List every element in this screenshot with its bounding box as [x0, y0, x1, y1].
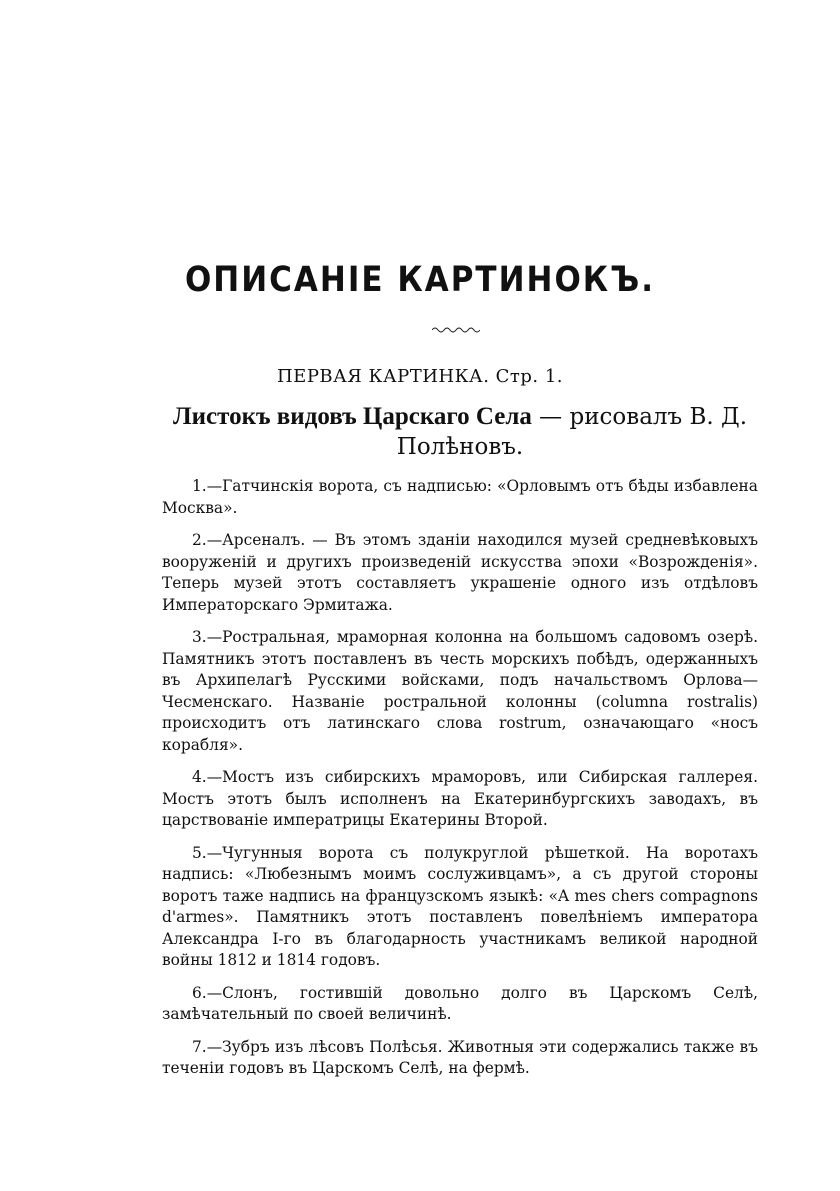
item-text: —Арсеналъ. — Въ этомъ зданiи находился музей средневѣковыхъ вооруженiй и другихъ произведенiй искусства эпохи «Возрожденiя». Теперь музей этотъ составляетъ украшенiе одного изъ отдѣловъ Императорскаго Эрмитажа. — [162, 531, 758, 614]
subtitle — [162, 402, 758, 462]
list-item — [162, 530, 758, 616]
subtitle-rest: — рисовалъ В. Д. Полѣновъ. — [396, 404, 748, 460]
list-item — [162, 1037, 758, 1080]
section-heading: ПЕРВАЯ КАРТИНКА. Стр. 1. — [276, 366, 564, 387]
item-text: —Мостъ изъ сибирскихъ мраморовъ, или Сибирская галлерея. Мостъ этотъ былъ исполненъ на Екатеринбургскихъ заводахъ, въ царствованiе императрицы Екатерины Второй. — [162, 768, 758, 829]
item-text: —Зубръ изъ лѣсовъ Полѣсья. Животныя эти содержались также въ теченiи годовъ въ Царскомъ Селѣ, на фермѣ. — [162, 1037, 758, 1077]
list-item — [162, 983, 758, 1026]
item-text: —Гатчинскiя ворота, съ надписью: «Орловымъ отъ бѣды избавлена Москва». — [162, 477, 758, 517]
subtitle-bold: Листокъ видовъ Царскаго Села — [172, 403, 532, 430]
page-title: ОПИСАНIЕ КАРТИНОКЪ. — [184, 259, 656, 301]
item-text: —Ростральная, мраморная колонна на большомъ садовомъ озерѣ. Памятникъ этотъ поставленъ въ честь морскихъ побѣдъ, одержанныхъ въ Архипелагѣ Русскими войсками, подъ начальствомъ Орлова—Чесменскаго. Названiе ростральной колонны (columna rostralis) происходитъ отъ латинскаго слова rostrum, означающаго «носъ корабля». — [162, 628, 758, 754]
item-number: 3. — [192, 628, 207, 646]
item-number: 7. — [192, 1037, 207, 1056]
items-list — [162, 476, 758, 1091]
list-item — [162, 843, 758, 972]
item-number: 2. — [192, 531, 207, 549]
item-text: —Слонъ, гостившiй довольно долго въ Царскомъ Селѣ, замѣчательный по своей величинѣ. — [162, 983, 758, 1023]
item-number: 6. — [192, 983, 207, 1002]
item-text: —Чугунныя ворота съ полукруглой рѣшеткой. На воротахъ надпись: «Любезнымъ моимъ сослуживцамъ», а съ другой стороны воротъ таже надпись на французскомъ языкѣ: «A mes chers compagnons d'armes». Памятникъ этотъ поставленъ повелѣнiемъ императора Александра I-го въ благодарность участникамъ великой народной войны 1812 и 1814 годовъ. — [162, 843, 758, 969]
list-item — [162, 476, 758, 519]
item-number: 4. — [192, 768, 207, 786]
list-item — [162, 627, 758, 756]
item-number: 1. — [192, 477, 207, 495]
item-number: 5. — [192, 843, 207, 862]
ornament-divider-icon — [432, 320, 480, 339]
list-item — [162, 767, 758, 832]
